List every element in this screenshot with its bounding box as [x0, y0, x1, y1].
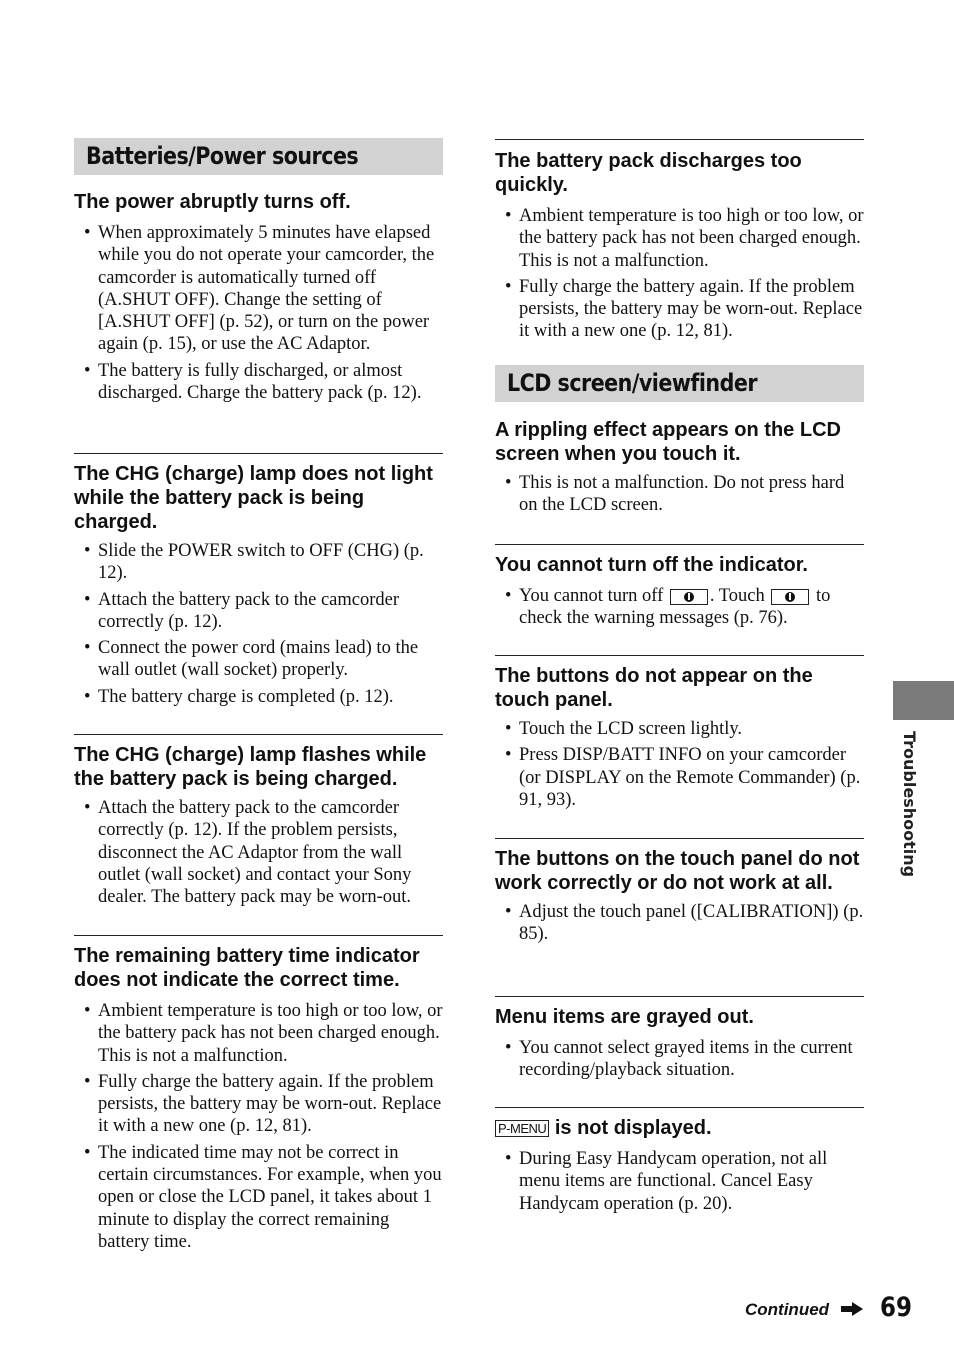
list-item: • Press DISP/BATT INFO on your camcorder (or DISPLAY on the Remote Commander) (p. 91, 93). — [495, 744, 864, 811]
topic-question — [495, 1116, 864, 1140]
list-item: • Ambient temperature is too high or too low, or the battery pack has not been charged enough. This is not a malfunction. — [495, 205, 864, 272]
list-item: • This is not a malfunction. Do not press hard on the LCD screen. — [495, 472, 864, 517]
topic-question: Menu items are grayed out. — [495, 1006, 754, 1028]
page-number: 69 — [880, 1292, 912, 1323]
topic-chg-not-light — [74, 453, 443, 712]
topic-question: The CHG (charge) lamp flashes while the battery pack is being charged. — [74, 744, 427, 790]
list-item: • The battery is fully discharged, or almost discharged. Charge the battery pack (p. 12). — [74, 360, 443, 405]
topic-battery-time-indicator — [74, 935, 443, 1257]
bullet-text: You cannot turn off — [519, 586, 664, 606]
topic-question: The buttons on the touch panel do not work correctly or do not work at all. — [495, 848, 860, 894]
list-item: • Touch the LCD screen lightly. — [495, 718, 864, 740]
topic-power-turns-off — [74, 190, 443, 408]
list-item: • Attach the battery pack to the camcorder correctly (p. 12). — [74, 589, 443, 634]
list-item: • Connect the power cord (mains lead) to the wall outlet (wall socket) properly. — [74, 637, 443, 682]
continued-label: Continued — [745, 1300, 830, 1319]
list-item: • Fully charge the battery again. If the problem persists, the battery may be worn-out. Replace it with a new one (p. 12, 81). — [495, 276, 864, 343]
list-item: • The battery charge is completed (p. 12). — [74, 686, 443, 708]
topic-chg-flashes — [74, 734, 443, 912]
topic-pmenu-not-displayed — [495, 1107, 864, 1219]
topic-question: The battery pack discharges too quickly. — [495, 150, 802, 196]
list-item: • When approximately 5 minutes have elapsed while you do not operate your camcorder, the camcorder is automatically turned off (A.SHUT OFF). Change the setting of [A.SHUT OFF] (p. 52), or turn on the power again (p. 15), or use the AC Adaptor. — [74, 222, 443, 356]
topic-buttons-not-work — [495, 838, 864, 950]
bullet-text: to check the warning messages (p. 76). — [519, 586, 831, 629]
topic-buttons-not-appear — [495, 655, 864, 815]
info-icon — [771, 589, 809, 605]
topic-question: The buttons do not appear on the touch panel. — [495, 665, 813, 711]
bullet-text: . Touch — [709, 586, 765, 606]
arrow-right-icon — [841, 1302, 863, 1316]
side-label: Troubleshooting — [900, 731, 919, 878]
list-item: • Slide the POWER switch to OFF (CHG) (p. 12). — [74, 540, 443, 585]
topic-question: A rippling effect appears on the LCD screen when you touch it. — [495, 419, 841, 465]
question-text: is not displayed. — [554, 1117, 712, 1139]
topic-indicator — [495, 544, 864, 634]
topic-rippling-effect — [495, 418, 864, 521]
list-item: • The indicated time may not be correct in certain circumstances. For example, when you open or close the LCD panel, it takes about 1 minute to display the correct remaining battery time. — [74, 1142, 443, 1253]
list-item: • Fully charge the battery again. If the problem persists, the battery may be worn-out. Replace it with a new one (p. 12, 81). — [74, 1071, 443, 1138]
topic-discharge-quickly — [495, 139, 864, 347]
list-item — [495, 585, 864, 630]
section-heading-lcd: LCD screen/viewfinder — [495, 365, 864, 402]
list-item: • You cannot select grayed items in the current recording/playback situation. — [495, 1037, 864, 1082]
list-item: • During Easy Handycam operation, not all menu items are functional. Cancel Easy Handycam operation (p. 20). — [495, 1148, 864, 1215]
p-menu-icon: P-MENU — [495, 1120, 549, 1137]
topic-menu-grayed — [495, 996, 864, 1086]
list-item: • Ambient temperature is too high or too low, or the battery pack has not been charged enough. This is not a malfunction. — [74, 1000, 443, 1067]
topic-question: The CHG (charge) lamp does not light while the battery pack is being charged. — [74, 463, 433, 533]
list-item: • Attach the battery pack to the camcorder correctly (p. 12). If the problem persists, disconnect the AC Adaptor from the wall outlet (wall socket) and contact your Sony dealer. The battery pack may be worn-out. — [74, 797, 443, 908]
side-tab-marker — [893, 681, 954, 720]
topic-question: The power abruptly turns off. — [74, 191, 351, 213]
section-heading-batteries: Batteries/Power sources — [74, 138, 443, 175]
topic-question: The remaining battery time indicator does not indicate the correct time. — [74, 945, 420, 991]
topic-question: You cannot turn off the indicator. — [495, 554, 808, 576]
info-icon — [670, 589, 708, 605]
list-item: • Adjust the touch panel ([CALIBRATION]) (p. 85). — [495, 901, 864, 946]
